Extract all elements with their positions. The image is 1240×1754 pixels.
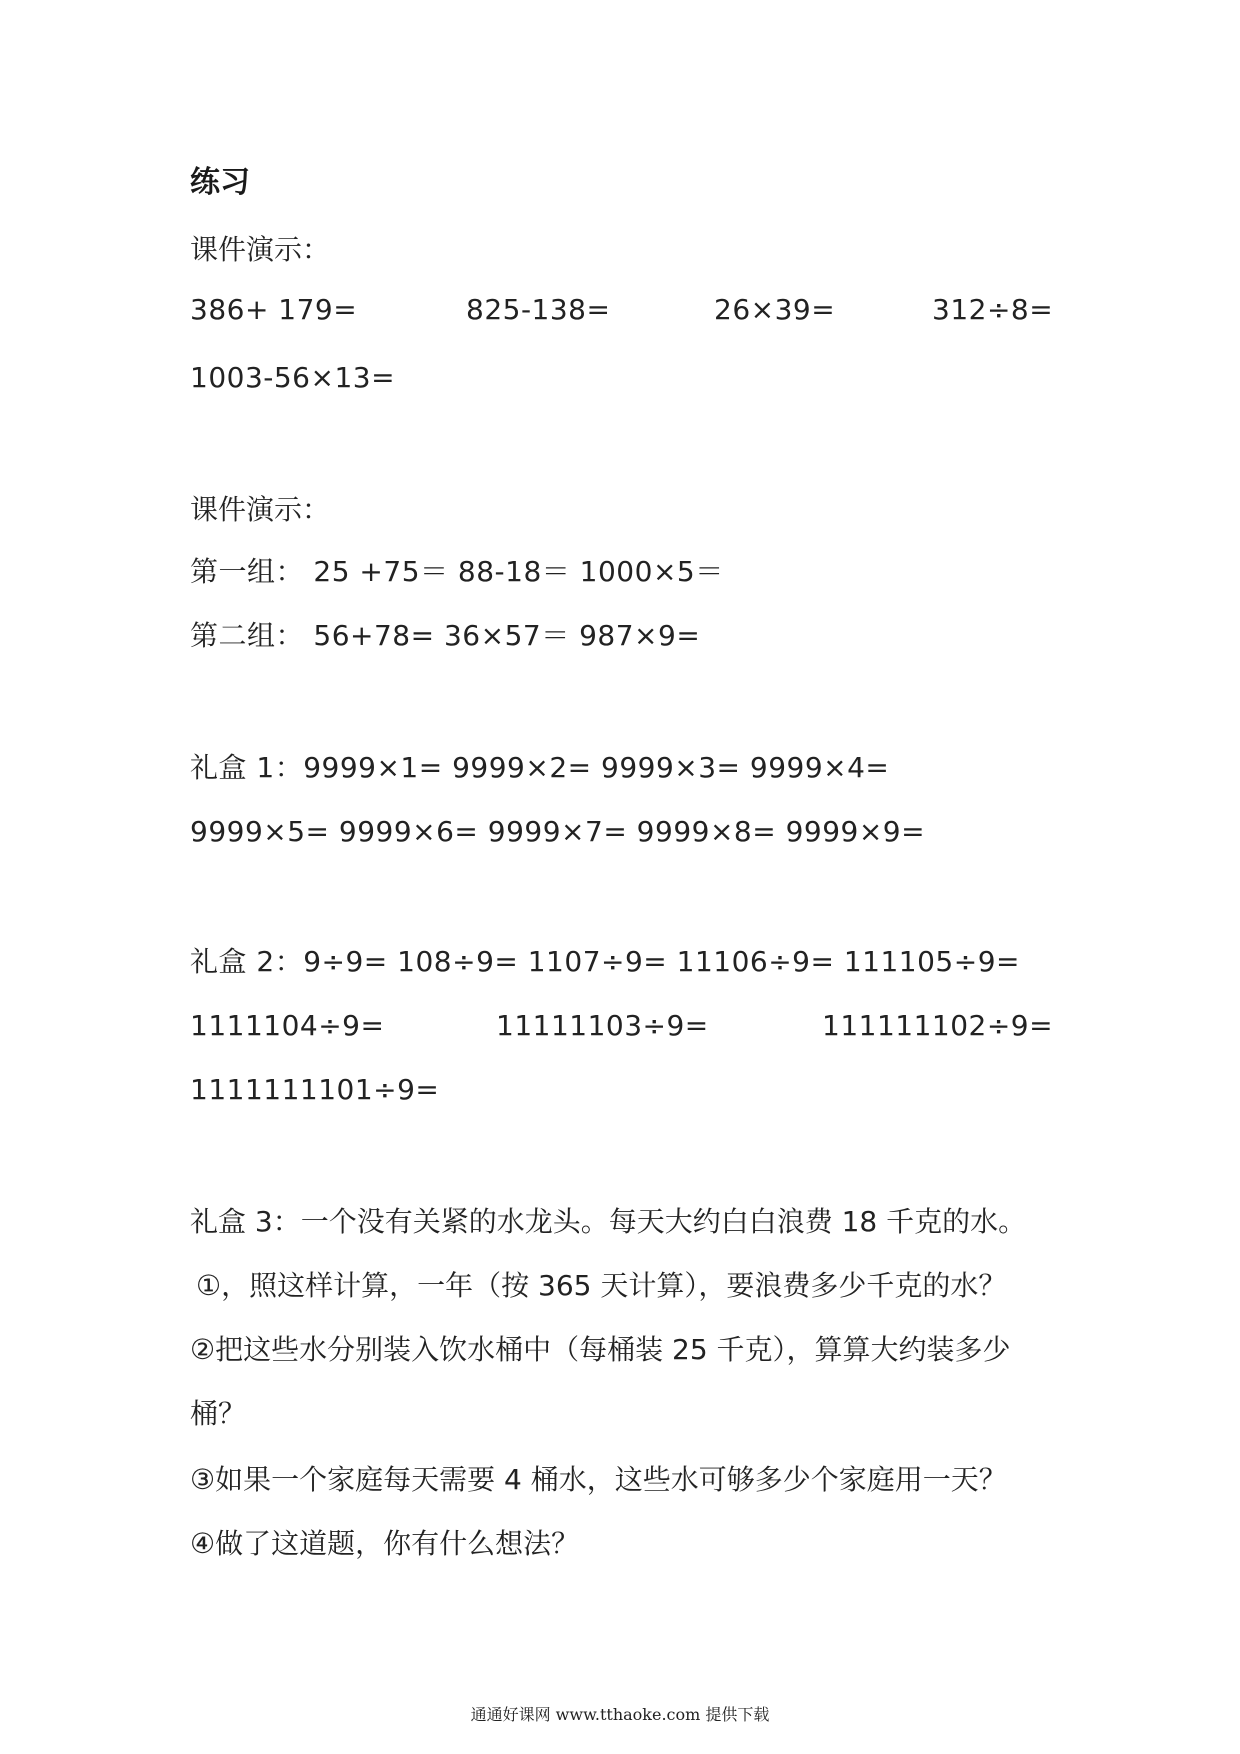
question-2-continued: 桶？ [190, 1397, 247, 1430]
equation: 26×39= [714, 293, 836, 326]
question-3: ③如果一个家庭每天需要 4 桶水，这些水可够多少个家庭用一天？ [190, 1463, 1007, 1496]
question-1: ①，照这样计算，一年（按 365 天计算），要浪费多少千克的水？ [196, 1269, 1007, 1302]
equation: 1003-56×13= [190, 361, 396, 394]
giftbox2-line3: 1111111101÷9= [190, 1073, 440, 1106]
giftbox1-line2: 9999×5= 9999×6= 9999×7= 9999×8= 9999×9= [190, 815, 926, 848]
giftbox3-intro: 礼盒 3：一个没有关紧的水龙头。每天大约白白浪费 18 千克的水。 [190, 1205, 1027, 1238]
equation: 111111102÷9= [822, 1009, 1054, 1042]
giftbox2-line1: 礼盒 2：9÷9= 108÷9= 1107÷9= 11106÷9= 111105÷9= [190, 945, 1020, 978]
section1-label: 课件演示： [190, 233, 331, 266]
page-title: 练习 [190, 165, 250, 200]
question-2: ②把这些水分别装入饮水桶中（每桶装 25 千克），算算大约装多少 [190, 1333, 1011, 1366]
group-one-line: 第一组： 25 +75＝ 88-18＝ 1000×5＝ [190, 555, 724, 588]
giftbox1-line1: 礼盒 1：9999×1= 9999×2= 9999×3= 9999×4= [190, 751, 890, 784]
equation: 386+ 179= [190, 293, 358, 326]
footer-credit: 通通好课网 www.tthaoke.com 提供下载 [470, 1705, 770, 1724]
question-4: ④做了这道题，你有什么想法？ [190, 1527, 580, 1560]
group-two-line: 第二组： 56+78= 36×57＝ 987×9= [190, 619, 701, 652]
equation: 1111104÷9= [190, 1009, 385, 1042]
section2-label: 课件演示： [190, 493, 331, 526]
equation: 312÷8= [932, 293, 1054, 326]
equation: 825-138= [466, 293, 611, 326]
equation: 11111103÷9= [496, 1009, 709, 1042]
